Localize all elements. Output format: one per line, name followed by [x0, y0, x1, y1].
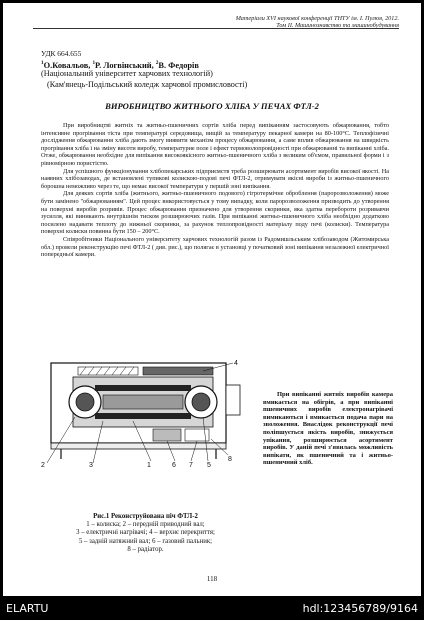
- author3-affiliation-mark: 2: [155, 60, 159, 66]
- caption-title: Рис.1 Реконструйована піч ФТЛ-2: [93, 513, 198, 520]
- handle-id: hdl:123456789/9164: [302, 602, 418, 615]
- fig-label-1: 1: [147, 462, 151, 469]
- page-number: 118: [206, 575, 218, 583]
- cradles: [95, 385, 191, 419]
- upper-roof: [143, 367, 213, 375]
- author1: О.Ковальов,: [43, 60, 91, 70]
- paragraph-1: При виробництві житніх та житньо-пшеничних сортів хліба перед випіканням застосовують обжарювання, тобто інтенсивне прогрівання тіста при температурі середовища, вищій за температуру пекарної камери на 80-100°С. Теплофізичні дослідження обжарювання хліба дають змогу виявити механізм процесу обжарювання, а саме вплив обжарювання на швидкість прогрівання хліба і на зміну висоти виробу, температурне поле і ефект термоволопровідності при обжарюванні та випіканні хліба. Отже, обжарювання необхідне для випікання високоякісного житньо-пшеничного хліба з великим об'ємом, правильної форми і з рівномірною пористістю.: [41, 122, 389, 167]
- author2-affiliation-mark: 1: [92, 60, 96, 66]
- udk-code: УДК 664.655: [41, 49, 82, 58]
- caption-line-1: 1 – колиска; 2 – передній приводний вал;: [86, 521, 205, 529]
- running-header-line2: Том ІІ. Машинознавство та машинобудування: [276, 22, 399, 29]
- author2: Р. Логвінський,: [95, 60, 154, 70]
- caption-line-3: 5 – задній натяжний вал; 6 – газовий пальник;: [78, 537, 213, 545]
- article-title: ВИРОБНИЦТВО ЖИТНЬОГО ХЛІБА У ПЕЧАХ ФТЛ-2: [105, 101, 319, 111]
- oven-base: [51, 443, 226, 449]
- figure-caption: [33, 513, 258, 554]
- header-rule: [33, 28, 399, 29]
- fig-label-8: 8: [228, 456, 232, 463]
- fig-label-6: 6: [172, 462, 176, 469]
- fig-label-5: 5: [207, 462, 211, 469]
- fig-label-2: 2: [41, 462, 45, 469]
- affiliation-2: (Кам'янець-Подільський коледж харчової промисловості): [47, 80, 248, 89]
- fig-label-3: 3: [89, 462, 93, 469]
- gas-burner: [153, 429, 181, 441]
- side-text: При випіканні житніх виробів камера вмикається на обігрів, а при випіканні пшеничних виробів електронагрівачі вимикаються і вмикається подача пари на зволоження. Внаслідок реконструкції печі поліпшується якість виробів, знижується упікання, розширюється асортимент виробів. У даній печі з'явилась можливість випікати, як пшеничний та і житньо-пшеничний хліб.: [263, 391, 393, 467]
- paragraph-2: Для успішного функціонування хлібопекарських підприємств треба розширювати асортимент виробів високої якості. На наявних хлібозаводах, де встановлені тупикові колискою-подові печі ФТЛ-2, отримувати якісні вироби із житньо-пшеничного борошна неможливо через те, що немає високої температури у першій зоні випікання.: [41, 167, 389, 190]
- paragraph-4: Співробітники Національного університету харчових технологій разом із Радомишльським хлібозаводом (Житомирська обл.) провели реконструкцію печі ФТЛ-2 ( див. рис.), що полягає в установці у початковий зоні випікання незалежної електричної попередньої камери.: [41, 235, 389, 259]
- oven-diagram: [33, 355, 258, 470]
- paragraph-3: Для деяких сортів хліба (житнього, житньо-пшеничного подового) гігротермічне оброблення (паророзволоження) може бути замінено "обжарюванням". Цей процес використовується у тому випадку, коли паророзволоження призводить до утворення на поверхні виробів розривів. Процес обжарювання призначено для утворення скоринки, яка здатна перебороти розривавчи зусилля, які виникають внутрішнім тиском розширюючих газів. При випіканні житньо-пшеничного хліба необхідно додатково посилено надавати теплоту до нижньої скоринки, за рахунок теплопровідності матеріалу поду печі (колиски). Температура поверхні колиски повинна бути 150 – 200°С.: [41, 190, 389, 236]
- caption-line-2: 3 – електричні нагрівачі; 4 – верхнє перекриття;: [76, 529, 215, 537]
- author3: В. Федорів: [158, 60, 199, 70]
- document-page: [3, 3, 421, 596]
- caption-line-4: 8 – радіатор.: [127, 545, 164, 553]
- fig-label-7: 7: [189, 462, 193, 469]
- viewer-footer: [0, 596, 424, 620]
- electric-heaters: [78, 367, 138, 375]
- fig-label-4: 4: [234, 360, 238, 367]
- body-text: [41, 122, 389, 259]
- author1-affiliation-mark: 1: [41, 60, 44, 66]
- running-header-line1: Матеріали XVI наукової конференції ТНТУ ім. І. Пулюя, 2012.: [235, 15, 399, 22]
- affiliation-1: (Національний університет харчових технологій): [41, 69, 213, 78]
- repository-name: ELARTU: [6, 602, 49, 615]
